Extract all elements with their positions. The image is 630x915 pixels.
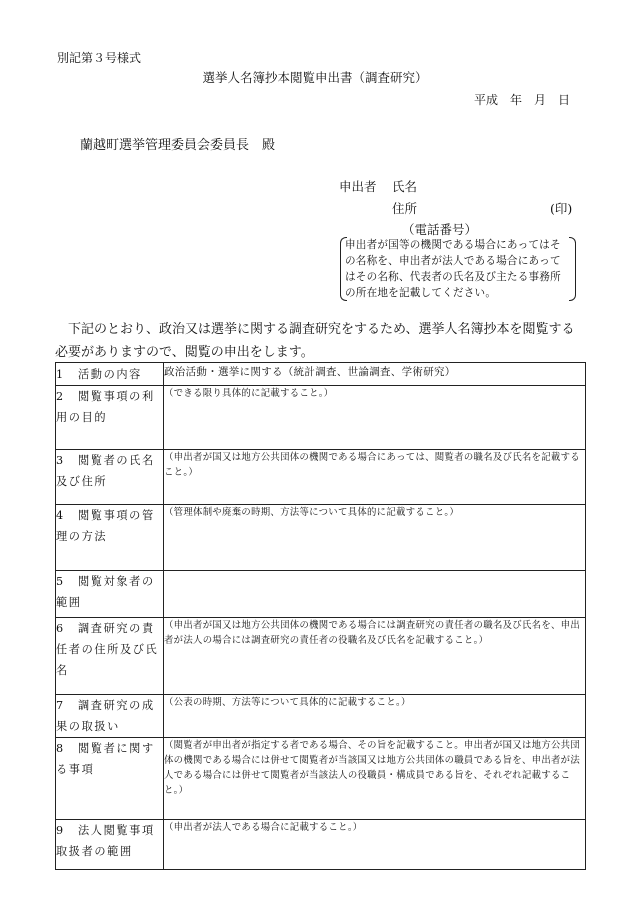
applicant-address-label: 住所 — [392, 201, 418, 216]
form-number: 別記第３号様式 — [57, 51, 142, 65]
row-label: 1 活動の内容 — [56, 363, 164, 386]
table-row-viewer — [56, 450, 586, 505]
applicant-name-label: 氏名 — [392, 179, 418, 194]
table-row-results — [56, 695, 586, 738]
addressee: 蘭越町選挙管理委員会委員長 殿 — [80, 138, 276, 153]
row-content: （申出者が国又は地方公共団体の機関である場合にあっては、閲覧者の職名及び氏名を記載すること。） — [164, 450, 586, 505]
row-label: 6 調査研究の責任者の住所及び氏名 — [56, 618, 164, 695]
row-content: 政治活動・選挙に関する（統計調査、世論調査、学術研究） — [164, 363, 586, 386]
date-line: 平成 年 月 日 — [474, 93, 571, 107]
table-row-handlers — [56, 820, 586, 870]
row-label: 7 調査研究の成果の取扱い — [56, 695, 164, 738]
table-row-management — [56, 505, 586, 571]
row-label: 2 閲覧事項の利用の目的 — [56, 386, 164, 450]
application-form-table — [55, 362, 586, 870]
row-label: 4 閲覧事項の管理の方法 — [56, 505, 164, 571]
applicant-note-box — [340, 237, 576, 301]
applicant-note-text: 申出者が国等の機関である場合にあってはその名称を、申出者が法人である場合にあってはその名称、代表者の氏名及び主たる事務所の所在地を記載してください。 — [345, 239, 561, 299]
intro-paragraph — [55, 318, 585, 364]
row-content: （申出者が国又は地方公共団体の機関である場合には調査研究の責任者の職名及び氏名を、申出者が法人の場合には調査研究の責任者の役職名及び氏名を記載すること。） — [164, 618, 586, 695]
row-label: 8 閲覧者に関する事項 — [56, 738, 164, 820]
table-row-purpose — [56, 386, 586, 450]
note-bracket-left — [340, 237, 347, 301]
row-label: 3 閲覧者の氏名及び住所 — [56, 450, 164, 505]
row-content: （公表の時期、方法等について具体的に記載すること。） — [164, 695, 586, 738]
applicant-label: 申出者 — [339, 179, 377, 194]
intro-text: 下記のとおり、政治又は選挙に関する調査研究をするため、選挙人名簿抄本を閲覧する必要がありますので、閲覧の申出をします。 — [55, 322, 575, 360]
row-content: （申出者が法人である場合に記載すること。） — [164, 820, 586, 870]
note-bracket-right — [569, 237, 576, 301]
table-row-viewer-matters — [56, 738, 586, 820]
row-label: 5 閲覧対象者の範囲 — [56, 571, 164, 618]
row-content: （できる限り具体的に記載すること。） — [164, 386, 586, 450]
row-content: （閲覧者が申出者が指定する者である場合、その旨を記載すること。申出者が国又は地方公共団体の機関である場合には併せて閲覧者が当該国又は地方公共団体の職員である旨を、申出者が法人である場合には併せて閲覧者が当該法人の役職員・構成員である旨を、それぞれ記載すること。） — [164, 738, 586, 820]
row-content — [164, 571, 586, 618]
table-row-responsible — [56, 618, 586, 695]
phone-label: （電話番号） — [402, 222, 478, 237]
table-row-scope — [56, 571, 586, 618]
row-content: （管理体制や廃棄の時期、方法等について具体的に記載すること。） — [164, 505, 586, 571]
table-row-activity — [56, 363, 586, 386]
seal-mark: (印) — [550, 201, 573, 216]
row-label: 9 法人閲覧事項取扱者の範囲 — [56, 820, 164, 870]
document-title: 選挙人名簿抄本閲覧申出書（調査研究） — [202, 70, 428, 85]
